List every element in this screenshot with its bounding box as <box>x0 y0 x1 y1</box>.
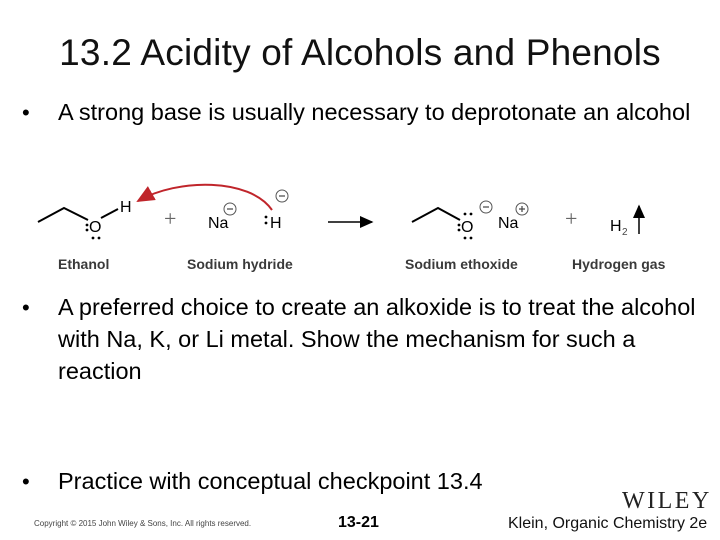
lone-pair-dot <box>98 237 101 240</box>
ethanol-oxygen-atom: O <box>89 219 102 236</box>
sodium-cation-atom: Na <box>498 215 519 232</box>
bullet-text: Practice with conceptual checkpoint 13.4 <box>58 468 483 494</box>
lone-pair-dot <box>464 213 467 216</box>
hydrogen-molecule: H <box>610 218 622 235</box>
plus-sign: + <box>164 206 177 231</box>
hydrogen-subscript: 2 <box>622 227 628 238</box>
curved-arrow-icon <box>138 185 272 210</box>
lone-pair-dot <box>458 224 461 227</box>
hydride-atom: H <box>270 215 282 232</box>
label-hydrogen-gas: Hydrogen gas <box>572 256 666 272</box>
ethanol-structure <box>38 199 132 239</box>
lone-pair-dot <box>265 222 268 225</box>
slide-title: 13.2 Acidity of Alcohols and Phenols <box>59 32 661 73</box>
bullet-text: A strong base is usually necessary to deprotonate an alcohol <box>58 99 691 125</box>
lone-pair-dot <box>86 224 89 227</box>
ethoxide-carbon-chain <box>412 208 460 222</box>
lone-pair-dot <box>92 237 95 240</box>
bullet-item <box>22 291 702 387</box>
label-ethanol: Ethanol <box>58 256 110 272</box>
lone-pair-dot <box>86 229 89 232</box>
sodium-hydride-structure <box>208 190 288 232</box>
sodium-atom: Na <box>208 215 229 232</box>
bullet-marker: • <box>22 295 30 320</box>
hydrogen-gas-structure <box>610 206 639 238</box>
bullet-marker: • <box>22 469 30 494</box>
bullet-item <box>22 465 702 499</box>
label-sodium-ethoxide: Sodium ethoxide <box>405 256 518 272</box>
lone-pair-dot <box>470 237 473 240</box>
reaction-scheme <box>0 176 720 280</box>
page-number: 13-21 <box>338 514 379 531</box>
label-sodium-hydride: Sodium hydride <box>187 256 293 272</box>
wiley-logo: WILEY <box>622 488 712 514</box>
lone-pair-dot <box>265 216 268 219</box>
lone-pair-dot <box>464 237 467 240</box>
copyright-notice: Copyright © 2015 John Wiley & Sons, Inc. All rights reserved. <box>34 519 252 528</box>
oh-bond <box>101 209 118 218</box>
lone-pair-dot <box>470 213 473 216</box>
plus-sign: + <box>565 206 578 231</box>
sodium-ethoxide-structure <box>412 201 528 239</box>
lone-pair-dot <box>458 229 461 232</box>
bullet-marker: • <box>22 100 30 125</box>
bullet-item <box>22 96 702 130</box>
ethanol-carbon-chain <box>38 208 88 222</box>
ethoxide-oxygen-atom: O <box>461 219 474 236</box>
ethanol-hydrogen-atom: H <box>120 199 132 216</box>
bullet-text: A preferred choice to create an alkoxide is to treat the alcohol with Na, K, or Li metal. Show the mechanism for such a reaction <box>58 294 696 384</box>
footer-credit: Klein, Organic Chemistry 2e <box>508 515 708 532</box>
